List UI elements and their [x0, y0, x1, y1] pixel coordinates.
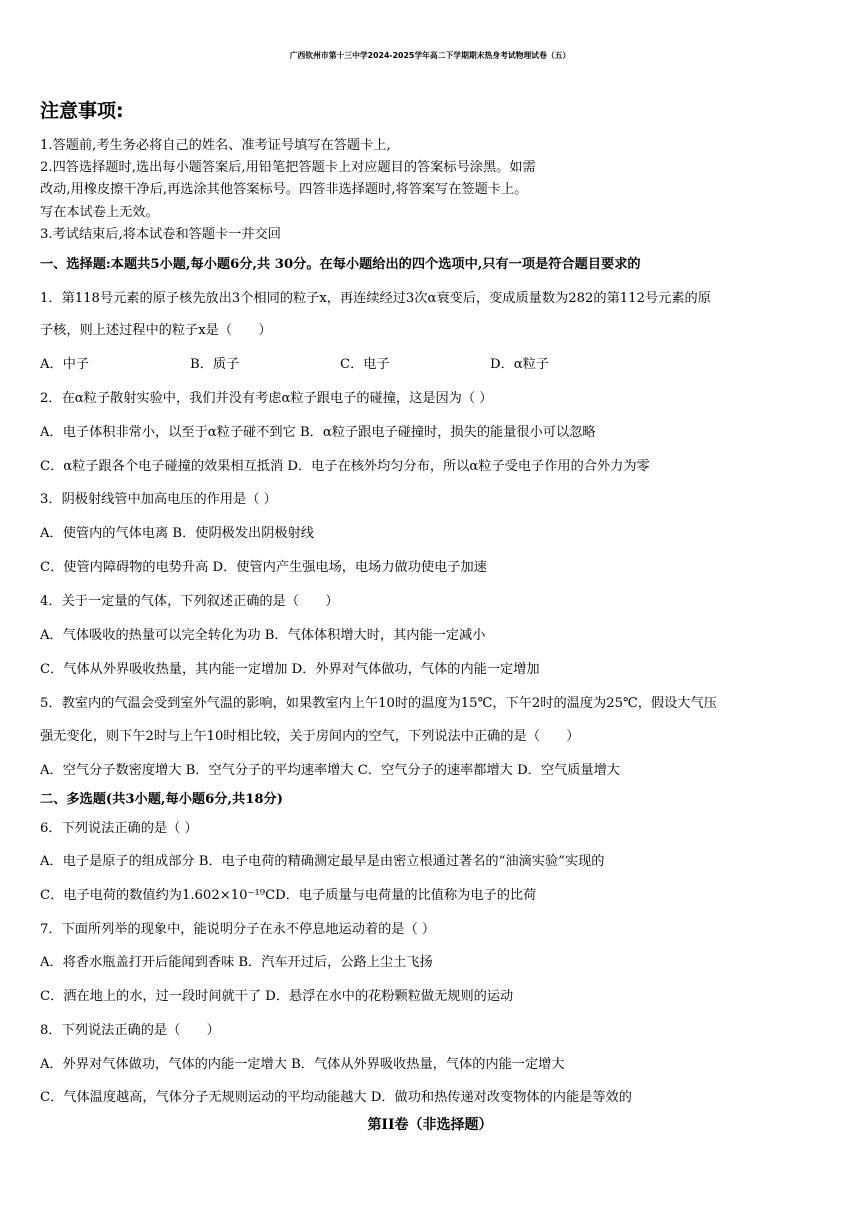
- q2-stem: 2．在α粒子散射实验中，我们并没有考虑α粒子跟电子的碰撞，这是因为（ ）: [40, 391, 493, 406]
- q6-options-cd[interactable]: C．电子电荷的数值约为1.602×10⁻¹⁹CD．电子质量与电荷量的比值称为电子的比荷: [40, 888, 537, 903]
- notice-line: 2.四答选择题时,选出每小题答案后,用铅笔把答题卡上对应题目的答案标号涂黑。如需: [40, 160, 536, 175]
- notice-heading: 注意事项:: [40, 100, 124, 122]
- q4-stem: 4．关于一定量的气体，下列叙述正确的是（ ）: [40, 594, 339, 609]
- q2-options-ab[interactable]: A．电子体积非常小，以至于α粒子碰不到它 B．α粒子跟电子碰撞时，损失的能量很小可以忽略: [40, 425, 596, 440]
- q6-stem: 6．下列说法正确的是（ ）: [40, 821, 198, 836]
- section2-heading: 二、多选题(共3小题,每小题6分,共18分): [40, 792, 283, 807]
- q3-options-ab[interactable]: A．使管内的气体电离 B．使阴极发出阴极射线: [40, 526, 314, 541]
- q2-options-cd[interactable]: C．α粒子跟各个电子碰撞的效果相互抵消 D．电子在核外均匀分布，所以α粒子受电子作用的合外力为零: [40, 459, 650, 474]
- q5-stem-cont: 强无变化，则下午2时与上午10时相比较，关于房间内的空气，下列说法中正确的是（ ）: [40, 729, 580, 744]
- q1-option-a[interactable]: A．中子: [40, 357, 90, 372]
- part2-heading: 第II卷（非选择题）: [367, 1117, 493, 1133]
- q4-options-cd[interactable]: C．气体从外界吸收热量，其内能一定增加 D．外界对气体做功，气体的内能一定增加: [40, 662, 540, 677]
- q5-stem: 5．教室内的气温会受到室外气温的影响，如果教室内上午10时的温度为15℃，下午2时的温度为25℃，假设大气压: [40, 696, 717, 711]
- q1-option-b[interactable]: B．质子: [190, 357, 240, 372]
- q1-option-d[interactable]: D．α粒子: [490, 357, 550, 372]
- notice-line: 1.答题前,考生务必将自己的姓名、准考证号填写在答题卡上,: [40, 138, 391, 153]
- q8-options-cd[interactable]: C．气体温度越高，气体分子无规则运动的平均动能越大 D．做功和热传递对改变物体的内能是等效的: [40, 1090, 632, 1105]
- notice-line: 写在本试卷上无效。: [40, 205, 159, 220]
- q5-options[interactable]: A．空气分子数密度增大 B．空气分子的平均速率增大 C．空气分子的速率都增大 D．空气质量增大: [40, 763, 620, 778]
- q6-options-ab[interactable]: A．电子是原子的组成部分 B．电子电荷的精确测定最早是由密立根通过著名的“油滴实验”实现的: [40, 854, 605, 869]
- q1-stem-cont: 子核，则上述过程中的粒子x是（ ）: [40, 323, 272, 338]
- q1-options: [40, 353, 640, 372]
- q8-options-ab[interactable]: A．外界对气体做功，气体的内能一定增大 B．气体从外界吸收热量，气体的内能一定增大: [40, 1057, 565, 1072]
- notice-line: 3.考试结束后,将本试卷和答题卡一并交回: [40, 227, 281, 242]
- q7-options-ab[interactable]: A．将香水瓶盖打开后能闻到香味 B．汽车开过后，公路上尘土飞扬: [40, 955, 433, 970]
- q3-stem: 3．阴极射线管中加高电压的作用是（ ）: [40, 492, 277, 507]
- q3-options-cd[interactable]: C．使管内障碍物的电势升高 D．使管内产生强电场，电场力做功使电子加速: [40, 560, 487, 575]
- q8-stem: 8．下列说法正确的是（ ）: [40, 1023, 220, 1038]
- q7-options-cd[interactable]: C．洒在地上的水，过一段时间就干了 D．悬浮在水中的花粉颗粒做无规则的运动: [40, 989, 514, 1004]
- notice-line: 改动,用橡皮擦干净后,再选涂其他答案标号。四答非选择题时,将答案写在签题卡上。: [40, 182, 528, 197]
- section1-heading: 一、选择题:本题共5小题,每小题6分,共 30分。在每小题给出的四个选项中,只有一项是符合题目要求的: [40, 257, 641, 272]
- q1-stem: 1．第118号元素的原子核先放出3个相同的粒子x，再连续经过3次α衰变后，变成质量数为282的第112号元素的原: [40, 291, 711, 306]
- q1-option-c[interactable]: C．电子: [340, 357, 390, 372]
- exam-title: 广西钦州市第十三中学2024-2025学年高二下学期期末热身考试物理试卷（五）: [289, 51, 571, 60]
- q7-stem: 7．下面所列举的现象中，能说明分子在永不停息地运动着的是（ ）: [40, 922, 436, 937]
- q4-options-ab[interactable]: A．气体吸收的热量可以完全转化为功 B．气体体积增大时，其内能一定减小: [40, 628, 486, 643]
